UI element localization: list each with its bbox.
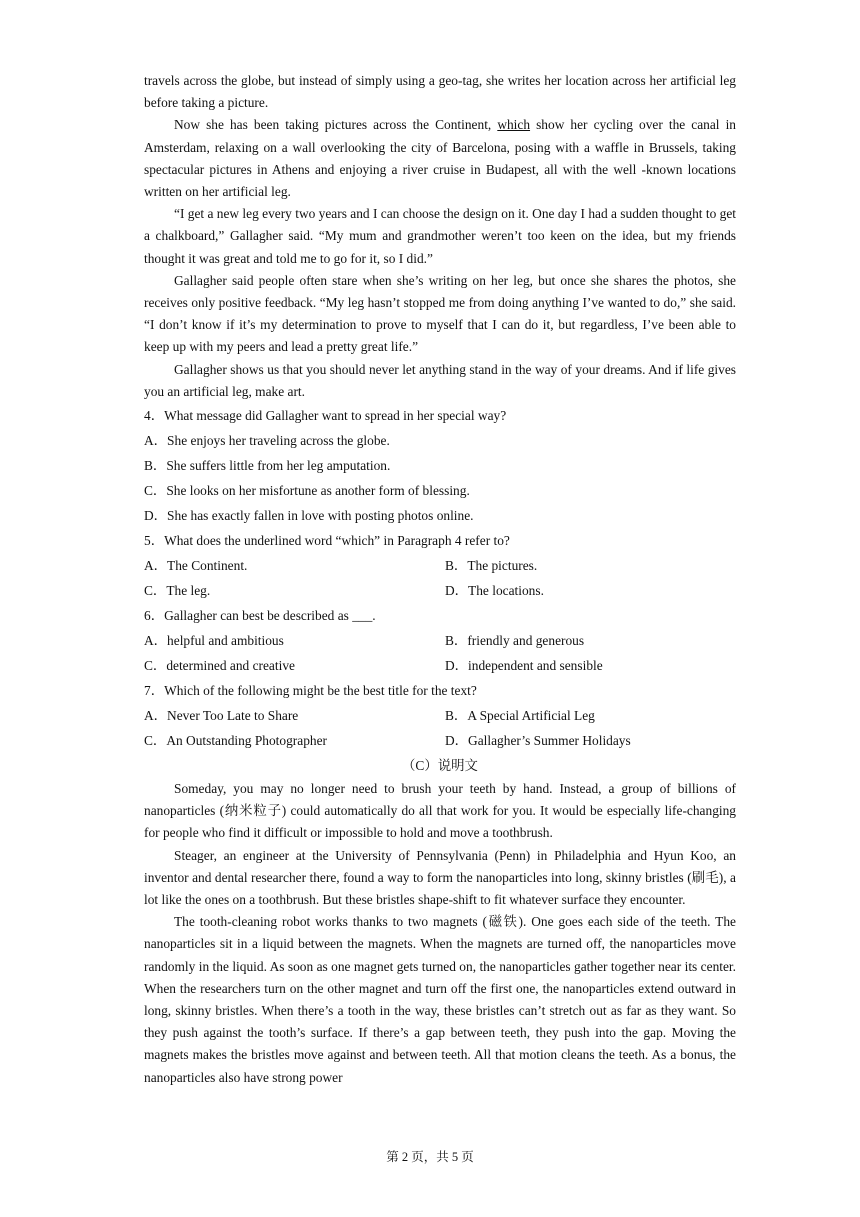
question-4-option-d: D．She has exactly fallen in love with posting photos online. [144, 508, 474, 524]
paragraph: travels across the globe, but instead of simply using a geo-tag, she writes her location across her artificial leg before taking a picture. [144, 73, 736, 111]
document-page [144, 70, 736, 1089]
question-6-option-a: A．helpful and ambitious [144, 633, 284, 649]
question-5-option-b: B．The pictures. [445, 558, 538, 574]
question-6-options-row [144, 653, 736, 678]
section-heading: （C）说明文 [402, 758, 478, 774]
question-5-options-row [144, 578, 736, 603]
question-6-option-b: B．friendly and generous [445, 633, 585, 649]
question-7-options-row [144, 728, 736, 753]
question-6-option-c: C．determined and creative [144, 658, 295, 674]
paragraph: Steager, an engineer at the University of Pennsylvania (Penn) in Philadelphia and Hyun Koo, an inventor and dental researcher there, found a way to form the nanoparticles into long, skinny bristles (刷毛), a lot like the ones on a toothbrush. But these bristles shape-shift to fit whatever surface they encounter. [144, 847, 736, 908]
question-7-stem: 7．Which of the following might be the best title for the text? [144, 683, 477, 699]
paragraph-text: show her cycling over the canal in Amsterdam, relaxing on a wall overlooking the city of Barcelona, posing with a waffle in Brussels, taking spectacular pictures in Athens and enjoying a river cruise in Budapest, all with the well -known locations written on her artificial leg. [144, 117, 736, 200]
question-7-option-c: C．An Outstanding Photographer [144, 733, 327, 749]
paragraph: Someday, you may no longer need to brush your teeth by hand. Instead, a group of billions of nanoparticles (纳米粒子) could automatically do all that work for you. It would be especially life-changing for people who find it difficult or impossible to hold and move a toothbrush. [144, 781, 736, 841]
paragraph: Gallagher said people often stare when she’s writing on her leg, but once she shares the photos, she receives only positive feedback. “My leg hasn’t stopped me from doing anything I’ve wanted to do,” she said. “I don’t know if it’s my determination to prove to myself that I can do it, but regardless, I’ve been able to keep up with my peers and lead a pretty great life.” [144, 272, 736, 355]
question-5-stem: 5．What does the underlined word “which” in Paragraph 4 refer to? [144, 533, 510, 549]
question-5-options-row [144, 553, 736, 578]
paragraph: Gallagher shows us that you should never let anything stand in the way of your dreams. And if life gives you an artificial leg, make art. [144, 361, 736, 399]
paragraph-text: Now she has been taking pictures across the Continent, [174, 117, 498, 133]
question-5-option-c: C．The leg. [144, 583, 211, 599]
question-4-option-b: B．She suffers little from her leg amputation. [144, 458, 391, 474]
question-7-options-row [144, 703, 736, 728]
underlined-word: which [497, 117, 531, 133]
paragraph: “I get a new leg every two years and I can choose the design on it. One day I had a sudden thought to get a chalkboard,” Gallagher said. “My mum and grandmother weren’t too keen on the idea, but my friends thought it was great and told me to go for it, so I did.” [144, 206, 736, 266]
question-6-option-d: D．independent and sensible [445, 658, 603, 674]
question-5-option-a: A．The Continent. [144, 558, 248, 574]
question-4-stem: 4．What message did Gallagher want to spread in her special way? [144, 408, 507, 424]
page-footer: 第 2 页，共 5 页 [386, 1150, 474, 1164]
question-6-stem: 6．Gallagher can best be described as ___. [144, 608, 376, 624]
question-4-option-c: C．She looks on her misfortune as another form of blessing. [144, 483, 470, 499]
question-5-option-d: D．The locations. [445, 583, 544, 599]
question-7-option-b: B．A Special Artificial Leg [445, 708, 595, 724]
paragraph: The tooth-cleaning robot works thanks to two magnets (磁铁). One goes each side of the teeth. The nanoparticles sit in a liquid between the magnets. When the magnets are turned off, the nanoparticles move randomly in the liquid. As soon as one magnet gets turned on, the nanoparticles gather together near its center. When the researchers turn on the other magnet and turn off the first one, the nanoparticles extend outward in long, skinny bristles. When there’s a tooth in the way, these bristles can’t stretch out as far as they want. So they push against the tooth’s surface. If there’s a gap between teeth, they push into the gap. Moving the magnets makes the bristles move against and between teeth. All that motion cleans the teeth. As a bonus, the nanoparticles also have strong power [144, 914, 736, 1085]
question-4-option-a: A．She enjoys her traveling across the globe. [144, 433, 390, 449]
question-6-options-row [144, 628, 736, 653]
paragraph [144, 114, 736, 203]
question-7-option-a: A．Never Too Late to Share [144, 708, 299, 724]
question-7-option-d: D．Gallagher’s Summer Holidays [445, 733, 631, 749]
